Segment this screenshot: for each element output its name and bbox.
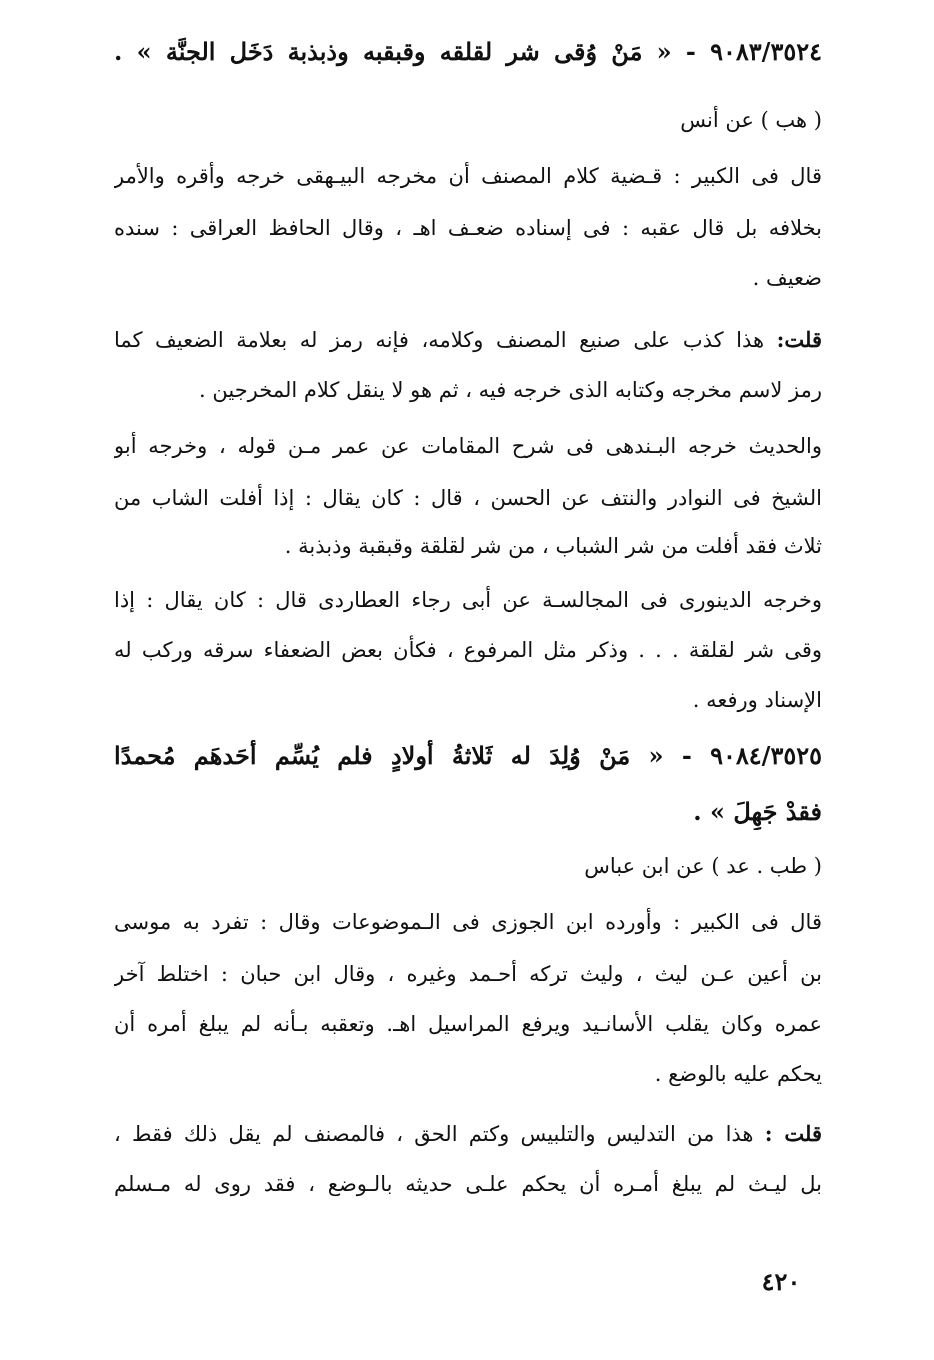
commentary-line: وقى شر لقلقة . . . وذكر مثل المرفوع ، فكأن بعض الضعفاء سرقه وركب له [114,638,822,662]
commentary-line: الشيخ فى النوادر والنتف عن الحسن ، قال : كان يقال : إذا أفلت الشاب من [114,486,822,510]
commentary-line: وخرجه الدينورى فى المجالسـة عن أبى رجاء العطاردى قال : كان يقال : إذا [114,588,822,612]
commentary-text: هذا كذب على صنيع المصنف وكلامه، فإنه رمز له بعلامة الضعيف كما [114,328,765,352]
commentary-line: ضعيف . [752,266,822,290]
commentary-line [114,1118,822,1152]
qultu-keyword: قلت : [764,1121,822,1146]
commentary-line: يحكم عليه بالوضع . [654,1062,822,1086]
hadith-9084-text-cont: فقدْ جَهِلَ » . [693,797,822,826]
commentary-line: بخلافه بل قال عقبه : فى إسناده ضعـف اهـ ، وقال الحافظ العراقى : سنده [114,216,822,240]
commentary-line: ثلاث فقد أفلت من شر الشباب ، من شر لقلقة وقبقبة وذبذبة . [284,534,822,558]
commentary-text: هذا من التدليس والتلبيس وكتم الحق ، فالمصنف لم يقل ذلك فقط ، [114,1122,754,1146]
commentary-line: بن أعين عـن ليث ، وليث تركه أحـمد وغيره ، وقال ابن حبان : اختلط آخر [114,962,822,986]
page-number: ٤٢٠ [761,1267,801,1296]
commentary-line: رمز لاسم مخرجه وكتابه الذى خرجه فيه ، ثم هو لا ينقل كلام المخرجين . [199,378,822,402]
commentary-line: قال فى الكبير : وأورده ابن الجوزى فى الـموضوعات وقال : تفرد به موسى [114,910,822,934]
commentary-line: قال فى الكبير : قـضية كلام المصنف أن مخرجه البيـهقى خرجه وأقره والأمر [114,164,822,188]
commentary-line: والحديث خرجه البـندهى فى شرح المقامات عن عمر مـن قوله ، وخرجه أبو [114,434,822,458]
qultu-keyword: قلت: [776,327,822,352]
hadith-9084-text: ٩٠٨٤/٣٥٢٥ - « مَنْ وُلِدَ له ثَلاثةُ أولادٍ فلم يُسِّم أحَدهَم مُحمدًا [114,741,822,770]
commentary-line: عمره وكان يقلب الأسانـيد ويرفع المراسيل اهـ. وتعقبه بـأنه لم يبلغ أمره أن [114,1012,822,1036]
commentary-line: بل ليـث لم يبلغ أمـره أن يحكم علـى حديثه بالـوضع ، فقد روى له مـسلم [114,1172,822,1196]
hadith-9083-text: ٩٠٨٣/٣٥٢٤ - « مَنْ وُقى شر لقلقه وقبقبه وذبذبة دَخَل الجنَّة » . [114,37,822,66]
hadith-9084-source: ( طب . عد ) عن ابن عباس [584,854,822,878]
hadith-9083-source: ( هب ) عن أنس [680,108,822,132]
commentary-line: الإسناد ورفعه . [692,688,822,712]
commentary-line [114,324,822,358]
